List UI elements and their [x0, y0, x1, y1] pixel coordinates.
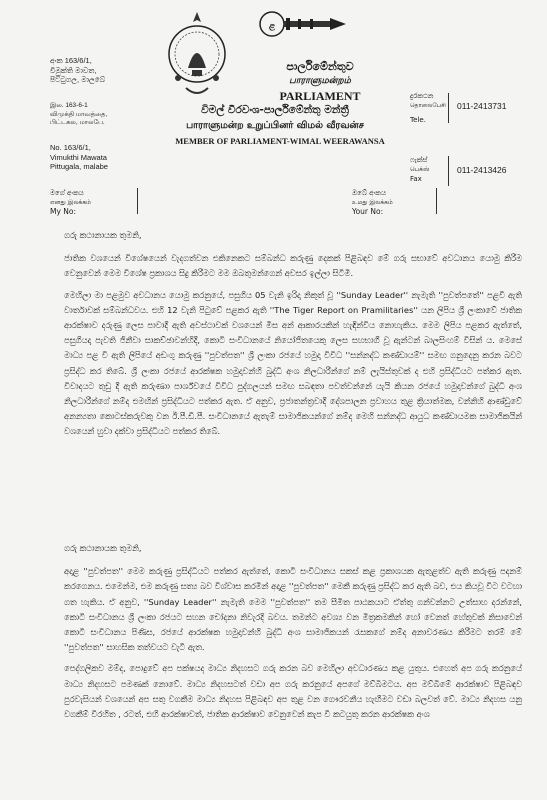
address-tamil — [50, 102, 107, 128]
greeting: ගරු කථානායක තුමනි, — [64, 230, 142, 240]
letter-body — [64, 228, 522, 446]
header-parliament-sinhala: පාර්ලිමේන්තුව — [286, 60, 354, 73]
header-member-english: MEMBER OF PARLIAMENT-WIMAL WEERAWANSA — [175, 136, 385, 146]
phone-label-en: Tele. — [410, 116, 426, 124]
address-sinhala — [50, 56, 105, 85]
greeting: ගරු කථානායක තුමනි, — [64, 543, 142, 553]
paragraph: පෙද්ගලිකව මම්ද, පොදුවේ අප පක්ෂයද මාධ්‍ය නිදහසට ගරු කරන බව මෙහිලා අවධාරණය කළ යුතුය. එහෙත් අප ගරු කරනුයේ මාධ්‍ය නිදහසට පමණක් නොවේ. මාධ්‍ය නිදහසටත් වඩා අප ගරු කරනුයේ අපගේ මව්බිමටය. අප මව්බිමේ ආරක්ෂාව පිළිබඳව පුරවැසියන් වශයෙන් අප සතු වගකීම මාධ්‍ය නිදහස පිළිබඳව අප තුළ වන ගෞරවනීය හැඟීමට වඩා බලවත් වේ. මාධ්‍ය නිදහස යනු වගකීම් විරහිත , රටත්, එහි ආරක්ෂාවත්, ජාතික ආරක්ෂාව වෙනුවෙන් කැප වී කටයුතු කරන ආරක්ෂක අංශ — [64, 663, 522, 720]
address-line: பிட்டகல, மாலபே. — [50, 119, 105, 126]
paragraph: ජාතික වශයෙන් විශේෂයෙන් වැදගත්වන එකිනෙකට සම්බන්ධ කරුණු දෙකක් පිළිබඳව මේ ගරු සභාවේ අවධානය යොමු කිරීම වෙනුවෙන් මෙම විශේෂ ප්‍රකාශය සිදු කිරීමට මම ඔබතුමන්ගෙන් අවසර ඉල්ලා සිටිමි. — [64, 253, 522, 279]
my-no-en: My No: — [50, 207, 77, 216]
address-english — [50, 143, 108, 172]
letter-body-continued — [64, 541, 522, 728]
your-no-si: ඔබේ අංකය — [352, 189, 386, 197]
header-parliament-tamil: பாராளுமன்றம் — [289, 76, 351, 86]
your-no-label — [352, 189, 393, 216]
address-line: අංක 163/6/1, — [50, 56, 92, 65]
your-no-ta: உமது இலக்கம் — [352, 199, 393, 206]
phone-label — [410, 92, 446, 125]
fax-label-ta: பெக்ஸ் — [410, 166, 430, 173]
parliament-mace-icon — [258, 6, 350, 66]
header-parliament-english: PARLIAMENT — [279, 89, 361, 103]
address-line: No. 163/6/1, — [50, 143, 91, 152]
fax-label — [410, 156, 429, 184]
address-line: விமுக்தி மாவத்தை, — [50, 110, 108, 118]
address-line: Vimukthi Mawata — [50, 152, 107, 162]
fax-label-en: Fax — [410, 175, 422, 183]
address-line: இல. 163-6-1 — [50, 102, 88, 109]
header-member-sinhala: විමල් වීරවංශ-පාර්ලිමේන්තු මන්ත්‍රී — [201, 104, 349, 116]
phone-divider — [448, 93, 449, 123]
header-member-tamil: பாராளுமன்ற உறுப்பினர் விமல் வீரவன்ச — [186, 120, 364, 131]
phone-label-ta: தொலைபேசி — [410, 102, 446, 109]
svg-text:ළ: ළ — [268, 21, 276, 30]
fax-divider — [448, 156, 449, 186]
address-line: Pittugala, malabe — [50, 162, 108, 171]
phone-label-si: දුරකථන — [410, 92, 434, 100]
paragraph: මෙහිලා මා පළමුව අවධානය යොමු කරනුයේ, පසුගිය 05 වැනි ඉරිදා නිකුත් වූ ''Sunday Leader'' නැමැති ''පුවත්පතේ'' පළවී ඇති වාර්තාවක් සම්බන්ධවය. එහි 12 වැනි පිටුවේ පළකර ඇති ''The Tiger Report on Pramilitaries'' යන ලිපිය ශ්‍රී ලංකාවේ ජාතික ආරක්ෂාව දරුණු ලෙස පාවාදී ඇති අවස්ථාවක් වශයෙන් මීස අන් ආකාරයකින් හැඳින්විය නොහැකිය. මෙම ලිපිය පළකර ඇත්තේ, පසුගියදා පැවති ජිනීවා සාකච්ඡාවන්හිදී, කොටි සංවිධානයේ නියෝජිතයෙකු ලෙස සහභාගී වූ ඇන්ටන් බාලසිංහම් විසින් ය. මෙසේ මාධ්‍ය පළ වී ඇති ලිපියේ අඩංගු කරුණු ''පුවත්පත'' ශ්‍රී ලංකා රජයේ හමුදා විවිධ ''සන්නද්ධ කණ්ඩායම්'' සමඟ ගනුදෙනු කරන බවට ප්‍රසිද්ධ කර තිබේ. ශ්‍රී ලංකා රජයේ ආරක්ෂක හමුදාවන්හි බුද්ධි අංශ නිලධාරීන්ගේ නම් ලැයිස්තුවක් ද එහි ප්‍රසිද්ධියට පත්කර ඇත. විවාදයට තුඩු දී ඇති කරුණාා පාර්ශ්වයේ විවිධ පුද්ගලයන් සමඟ සබඳතා පවත්වන්නේ යැයි කියන රජයේ හමුදාවන්ගේ බුද්ධි අංශ නිලධාරීන්ගේ නම්ද එමඟින් ප්‍රසිද්ධියට පත්කර ඇත. ඒ අනුව, ප්‍රජාතන්ත්‍රවාදී දේශපාලන ප්‍රවාහය තුළ ක්‍රියාත්මක, වන්නිහි ආණ්ඩුවේ අනන්‍යතා කොටස්කරුවකු වන ඊ.පී.ඩී.පී. සංවිධානයේ ඇතැම් සාමාජිකයන්ගේ නම්ද මෙහි සන්නද්ධ ආයුධ කණ්ඩායමක සාමාජිකයින් වශයෙන් හුවා දක්වා ප්‍රසිද්ධියට පත්කර තිබේ. — [64, 289, 522, 437]
phone-value: 011-2413731 — [457, 101, 507, 111]
fax-label-si: ෆැක්ස් — [410, 156, 428, 164]
address-line: විමුක්ති මාවත, — [50, 65, 97, 75]
fax-value: 011-2413426 — [457, 165, 507, 175]
your-no-en: Your No: — [352, 207, 384, 216]
address-line: පිට්ටුගල, මාලබේ — [50, 75, 106, 84]
national-emblem-icon — [166, 8, 228, 100]
paragraph: අදාළ ''පුවත්පත'' මෙම කරුණු ප්‍රසිද්ධියට පත්කර ඇත්තේ, කොටි සංවිධානය සකස් කළ ප්‍රකාශයක ඇතුළත්ව ඇති කරුණු පදනම් කරගෙනය. එමෙන්ම, එම කරුණු සත්‍ය බව විශ්වාස කරමින් අදාළ ''පුවත්පත'' මෙකී කරුණු ප්‍රසිද්ධ කර ඇති බව, එය කියවූ විට වටහා ගත හැකිය. ඒ අනුව, ''Sunday Leader'' නැමැති මෙම ''පුවත්පත'' තම සීමිත පාඨකයාට ඒත්තු ගන්වන්නට උත්සාහ දරන්නේ, කොටි සංවිධානය ශ්‍රී ලංකා රජයට සහන චෝදනා නිවැරදි බවය. තමන්ට අවශ්‍ය වන මිත්‍රකමකින් හෝ වෙනත් හේතුවක් නිසාවෙන් කොටි සංවිධානය පිණිස, රජයේ ආරක්ෂක හමුදාවන්හි බුද්ධි අංශ සාමාජිකයන් රැසකගේ නම්ද අනාවරණය කිරීමට තරම් මේ ''පුවත්පත'' සාහසික තත්වයට වැටී ඇත. — [64, 566, 522, 653]
my-no-si: මගේ අංකය — [50, 189, 84, 197]
my-no-ta: எனது இலக்கம் — [50, 199, 91, 206]
my-no-label — [50, 189, 91, 216]
